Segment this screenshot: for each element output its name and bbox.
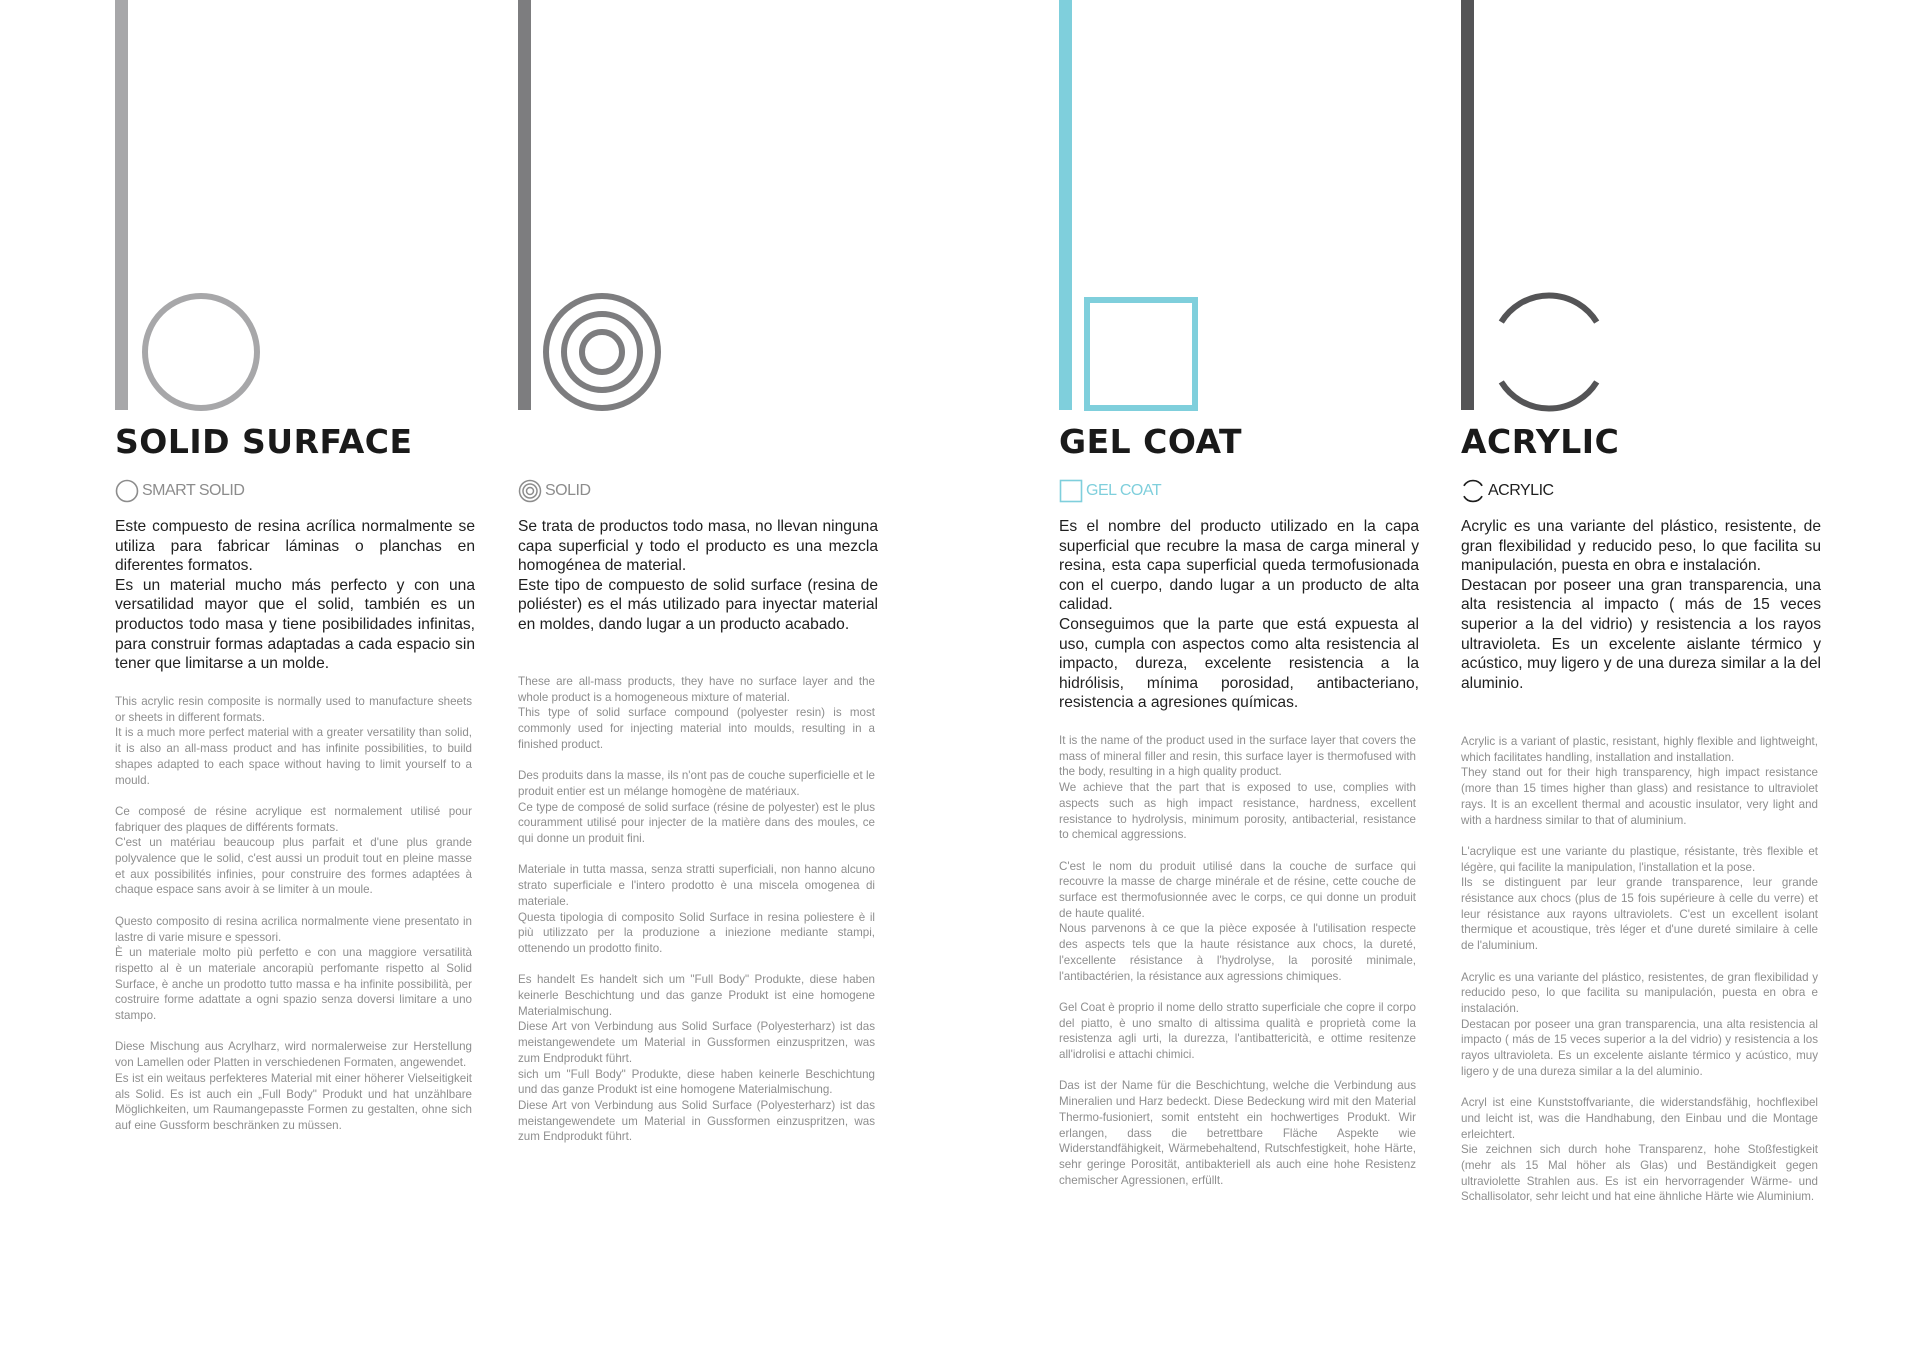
translation-paragraph: They stand out for their high transparency, high impact resistance (more than 15 times higher than glass) and resistance to ultraviolet rays. It is an excellent thermal and acoustic insulator, very light and with a hardness similar to that of aluminium. [1461, 766, 1818, 827]
translation-paragraph: This acrylic resin composite is normally used to manufacture sheets or sheets in different formats. [115, 695, 472, 724]
translation-paragraph: C'est le nom du produit utilisé dans la couche de surface qui recouvre la masse de charge minérale et de résine, cette couche de surface est thermofusionnée avec le corps, ce qui donne un produit de haute qualité. [1059, 859, 1416, 920]
gel-coat-badge-label: GEL COAT [1086, 482, 1162, 499]
solid-translations [518, 674, 875, 1161]
gel-coat-bar [1059, 0, 1072, 410]
square-icon [1084, 297, 1198, 411]
translation-paragraph: Questa tipologia di composito Solid Surface in resina poliestere è il più utilizzato per la produzione a iniezione mediante stampi, ottenendo un prodotto finito. [518, 910, 875, 955]
translation-paragraph: Des produits dans la masse, ils n'ont pas de couche superficielle et le produit entier est un mélange homogène de matériaux. [518, 769, 875, 798]
translation-paragraph: Ils se distinguent par leur grande transparence, leur grande résistance aux chocs (plus de 15 fois supérieure à celle du verre) et leur résistance aux rayons ultraviolets. C'est un excellent isolant thermique et acoustique, très léger et d'une dureté similaire à celle de l'aluminium. [1461, 876, 1818, 953]
translation-paragraph: Nous parvenons à ce que la pièce exposée à l'utilisation respecte des aspects tels que la haute résistance aux chocs, la dureté, l'excellente résistance à l'hydrolyse, la porosité minimale, l'antibactérien, la résistance aux agressions chimiques. [1059, 922, 1416, 983]
translation-en [115, 694, 472, 788]
solid-bar [518, 0, 531, 410]
translation-de [518, 972, 875, 1145]
circle-icon [139, 290, 263, 414]
translation-paragraph: Das ist der Name für die Beschichtung, welche die Verbindung aus Mineralien und Harz bedeckt. Diese Bedeckung wird mit den Material Thermo-fusioniert, somit entsteht ein hochwertiges Produkt. Wir erlangen, dass die betrettbare Fläche Aspekte wie Widerstandfähigkeit, Wärmebehaltend, Rutschfestigkeit, hohe Härte, sehr geringe Porosität, antibakteriell als auch eine hohe Resistenz chemischer Agressionen, erfüllt. [1059, 1079, 1416, 1187]
acrylic-badge-label: ACRYLIC [1488, 482, 1554, 499]
translation-paragraph: It is a much more perfect material with a greater versatility than solid, it is also an all-mass product and has infinite possibilities, to build shapes adapted to each space without having to limit yourself to a mould. [115, 726, 472, 787]
solid-lead [518, 517, 878, 635]
gel-coat-translations [1059, 733, 1416, 1204]
translation-paragraph: È un materiale molto più perfetto e con una maggiore versatilità rispetto al è un materiale ancorapiù perfomante rispetto al Solid Surface, è anche un prodotto tutto massa e ha infinite possibilità, per costruire forme adattate a ogni spazio senza doversi limitare a uno stampo. [115, 946, 472, 1023]
solid-badge [518, 479, 591, 503]
translation-en [1059, 733, 1416, 843]
translation-paragraph: Acryl ist eine Kunststoffvariante, die widerstandsfähig, hochflexibel und leicht ist, was die Handhabung, den Einbau und die Montage erleichtert. [1461, 1096, 1818, 1141]
concentric-circles-icon [540, 290, 664, 414]
translation-paragraph: These are all-mass products, they have no surface layer and the whole product is a homogeneous mixture of material. [518, 675, 875, 704]
translation-de [1059, 1078, 1416, 1188]
acrylic-lead [1461, 517, 1821, 693]
solid-surface-lead [115, 517, 475, 674]
open-circle-badge-icon [1461, 479, 1485, 503]
lead-paragraph: Conseguimos que la parte que está expuesta al uso, cumpla con aspectos como alta resistencia al impacto, dureza, excelente resistencia a la hidrólisis, mínima porosidad, antibacteriano, resistencia a agresiones químicas. [1059, 615, 1419, 712]
translation-de [1461, 1095, 1818, 1205]
translation-paragraph: Gel Coat è proprio il nome dello stratto superficiale che copre il corpo del piatto, è uno smalto di altissima qualità e proprietà come la resistenza agli urti, la durezza, l'antibattericità, e ottime resitenze all'idrolisi e attachi chimici. [1059, 1000, 1416, 1062]
translation-es [1461, 970, 1818, 1080]
acrylic-badge [1461, 479, 1554, 503]
open-circle-icon [1487, 290, 1611, 414]
circle-badge-icon [115, 479, 139, 503]
translation-paragraph: Ce composé de résine acrylique est normalement utilisé pour fabriquer des plaques de différents formats. [115, 804, 472, 834]
translation-de [115, 1039, 472, 1133]
translation-paragraph: Acrylic es una variante del plástico, resistentes, de gran flexibilidad y reducido peso, lo que facilita su manipulación, puesta en obra e instalación. [1461, 970, 1818, 1015]
translation-paragraph: Acrylic is a variant of plastic, resistant, highly flexible and lightweight, which facilitates handling, installation and installation. [1461, 735, 1818, 764]
translation-paragraph: L'acrylique est une variante du plastique, résistante, très flexible et légère, qui facilite la manipulation, l'installation et la pose. [1461, 844, 1818, 874]
translation-paragraph: Es handelt Es handelt sich um "Full Body" Produkte, diese haben keinerle Beschichtung und das ganze Produkt ist eine homogene Materialmischung. [518, 973, 875, 1018]
acrylic-title: ACRYLIC [1461, 422, 1620, 461]
solid-badge-label: SOLID [545, 482, 591, 499]
translation-paragraph: Es ist ein weitaus perfekteres Material mit einer höherer Vielseitigkeit als Solid. Es ist auch ein „Full Body" Produkt und hat unzählbare Möglichkeiten, um Raumangepasste Formen zu gestalten, ohne sich auf eine Gussform beschränken zu müssen. [115, 1071, 472, 1132]
translation-paragraph: Diese Art von Verbindung aus Solid Surface (Polyesterharz) ist das meistangewendete um Material in Gussformen einzuspritzen, was zum Endprodukt führt. [518, 1020, 875, 1065]
translation-paragraph: sich um "Full Body" Produkte, diese haben keinerle Beschichtung und das ganze Produkt ist eine homogene Materialmischung. [518, 1067, 875, 1097]
lead-paragraph: Se trata de productos todo masa, no llevan ninguna capa superficial y todo el producto es una mezcla homogénea de material. [518, 518, 878, 575]
smart-solid-badge [115, 479, 244, 503]
lead-paragraph: Destacan por poseer una gran transparencia, una alta resistencia al impacto ( más de 15 veces superior a la del vidrio) y resistencia a los rayos ultravioleta. Es un excelente aislante térmico y acústico, muy ligero y de una dureza similar a la del aluminio. [1461, 576, 1821, 692]
translation-paragraph: This type of solid surface compound (polyester resin) is most commonly used for injecting material into moulds, resulting in a finished product. [518, 706, 875, 751]
lead-paragraph: Es un material mucho más perfecto y con una versatilidad mayor que el solid, también es un productos todo masa y tiene posibilidades infinitas, para construir formas adaptadas a cada espacio sin tener que limitarse a un molde. [115, 576, 475, 673]
translation-paragraph: Sie zeichnen sich durch hohe Transparenz, hohe Stoßfestigkeit (mehr als 15 Mal höher als Glas) und Beständigkeit gegen ultraviolette Strahlen aus. Es ist ein hervorragender Wärme- und Schallisolator, sehr leicht und hat eine ähnliche Härte wie Aluminium. [1461, 1143, 1818, 1204]
translation-fr [518, 768, 875, 847]
translation-paragraph: Ce type de composé de solid surface (résine de polyester) est le plus couramment utilisé pour injecter de la matière dans des moules, ce qui donne un produit fini. [518, 800, 875, 846]
solid-surface-title: SOLID SURFACE [115, 422, 413, 461]
gel-coat-lead [1059, 517, 1419, 713]
translation-fr [115, 804, 472, 898]
concentric-circles-badge-icon [518, 479, 542, 503]
lead-paragraph: Acrylic es una variante del plástico, resistente, de gran flexibilidad y reducido peso, lo que facilita su manipulación, puesta en obra e instalación. [1461, 518, 1821, 575]
solid-surface-translations [115, 694, 472, 1149]
translation-it [1059, 1000, 1416, 1063]
lead-paragraph: Este compuesto de resina acrílica normalmente se utiliza para fabricar láminas o planchas en diferentes formatos. [115, 518, 475, 575]
translation-paragraph: Diese Mischung aus Acrylharz, wird normalerweise zur Herstellung von Lamellen oder Platten in verschiedenen Formaten, angewendet. [115, 1040, 472, 1070]
gel-coat-title: GEL COAT [1059, 422, 1243, 461]
lead-paragraph: Este tipo de compuesto de solid surface (resina de poliéster) es el más utilizado para inyectar material en moldes, dando lugar a un producto acabado. [518, 576, 878, 633]
translation-en [1461, 734, 1818, 828]
translation-it [518, 862, 875, 956]
translation-fr [1461, 844, 1818, 954]
acrylic-translations [1461, 734, 1818, 1221]
translation-paragraph: We achieve that the part that is exposed to use, complies with aspects such as high impact resistance, hardness, excellent resistance to hydrolysis, minimum porosity, antibacterial, resistance to chemical aggressions. [1059, 781, 1416, 842]
translation-paragraph: Questo composito di resina acrilica normalmente viene presentato in lastre di varie misure e spessori. [115, 914, 472, 944]
translation-it [115, 914, 472, 1024]
solid-surface-bar [115, 0, 128, 410]
translation-paragraph: C'est un matériau beaucoup plus parfait et d'une plus grande polyvalence que le solid, c'est aussi un produit tout en pleine masse et aux possibilités infinies, pour construire des formes adaptées à chaque espace sans avoir à se limiter à un moule. [115, 836, 472, 897]
translation-paragraph: Diese Art von Verbindung aus Solid Surface (Polyesterharz) ist das meistangewendete um Material in Gussformen einzuspritzen, was zum Endprodukt führt. [518, 1098, 875, 1144]
translation-paragraph: Destacan por poseer una gran transparencia, una alta resistencia al impacto ( más de 15 veces superior a la del vidrio) y resistencia a los rayos ultravioleta. Es un excelente aislante térmico y acústico, muy ligero y de una dureza similar a la del aluminio. [1461, 1017, 1818, 1078]
smart-solid-badge-label: SMART SOLID [142, 482, 245, 499]
translation-en [518, 674, 875, 753]
translation-fr [1059, 859, 1416, 985]
translation-paragraph: Materiale in tutta massa, senza stratti superficiali, non hanno alcuno strato superficiale e l'intero prodotto è una miscela omogenea di materiale. [518, 863, 875, 908]
lead-paragraph: Es el nombre del producto utilizado en la capa superficial que recubre la masa de carga mineral y resina, esta capa superficial queda termofusionada con el cuerpo, dando lugar a un producto de alta calidad. [1059, 518, 1419, 614]
gel-coat-badge [1059, 479, 1161, 503]
square-badge-icon [1059, 479, 1083, 503]
acrylic-bar [1461, 0, 1474, 410]
translation-paragraph: It is the name of the product used in the surface layer that covers the mass of mineral filler and resin, this surface layer is thermofused with the body, resulting in a high quality product. [1059, 734, 1416, 779]
